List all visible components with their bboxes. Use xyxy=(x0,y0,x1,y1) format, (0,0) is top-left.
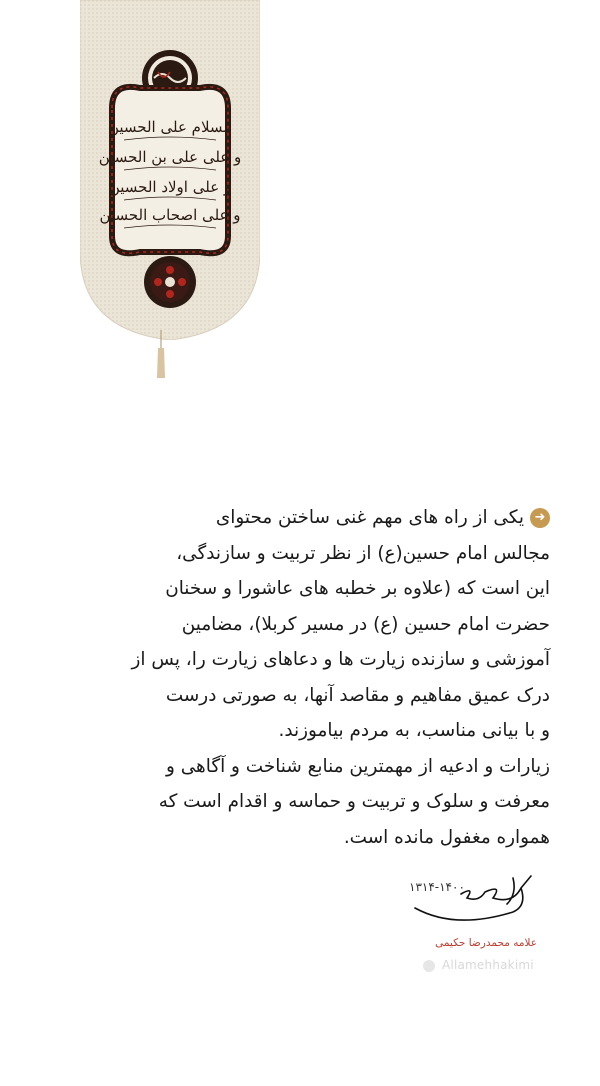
arrow-left-icon: ➜ xyxy=(530,508,550,528)
quote-line-4: حضرت امام حسین (ع) در مسیر کربلا)، مضامین xyxy=(181,613,550,635)
signature-scribble xyxy=(395,868,545,938)
handle-text: Allamehhakimi xyxy=(442,958,534,972)
quote-line-7: و با بیانی مناسب، به مردم بیاموزند. xyxy=(278,720,550,741)
calligraphy-line-1: السلام علی الحسین xyxy=(107,118,233,136)
quote-line-3: این است که (علاوه بر خطبه های عاشورا و سخنان xyxy=(165,578,550,599)
signature-name: علامه محمدرضا حکیمی xyxy=(435,937,537,949)
calligraphy-line-3: و علی اولاد الحسین xyxy=(108,178,232,196)
quote-line-2: مجالس امام حسین(ع) از نظر تربیت و سازندگی، xyxy=(176,542,550,564)
quote-line-9: معرفت و سلوک و تربیت و حماسه و اقدام است که xyxy=(158,791,550,812)
quote-line-6: درک عمیق مفاهیم و مقاصد آنها، به صورتی درست xyxy=(165,684,550,706)
telegram-handle[interactable] xyxy=(423,958,534,972)
quote-line-5: آموزشی و سازنده زیارت ها و دعاهای زیارت را، پس از xyxy=(131,649,550,670)
tassel xyxy=(155,330,167,380)
signature-block xyxy=(395,868,545,988)
telegram-icon xyxy=(423,960,435,972)
quote-line-10: همواره مغفول مانده است. xyxy=(343,826,550,848)
signature-date: ۱۳۱۴-۱۴۰۰ xyxy=(409,880,465,894)
calligraphy-banner xyxy=(80,0,260,340)
calligraphy-line-4: و علی اصحاب الحسین xyxy=(99,206,241,224)
quote-line-1: ➜یکی از راه های مهم غنی ساختن محتوای xyxy=(60,500,550,536)
quote-text xyxy=(60,500,550,855)
quote-line-8: زیارات و ادعیه از مهمترین منابع شناخت و آگاهی و xyxy=(165,755,550,777)
calligraphy-line-2: و علی علی بن الحسین xyxy=(98,148,242,166)
